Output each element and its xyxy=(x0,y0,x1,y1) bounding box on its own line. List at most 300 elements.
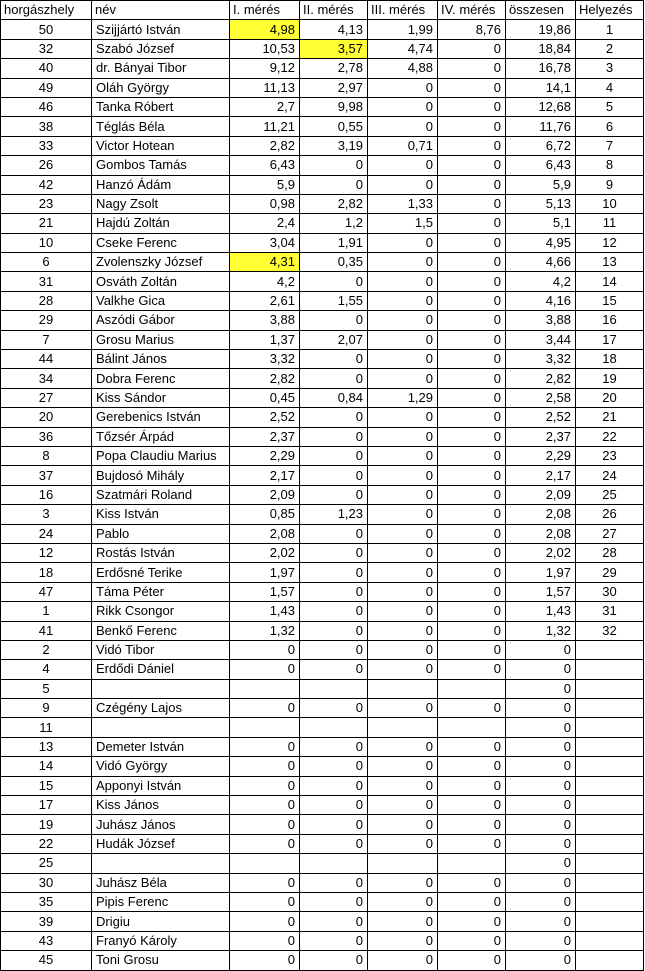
cell-name: Hajdú Zoltán xyxy=(92,214,230,233)
cell-measure-3: 1,99 xyxy=(368,20,438,39)
cell-measure-2: 0 xyxy=(300,757,368,776)
cell-measure-4: 0 xyxy=(438,78,506,97)
cell-measure-3: 4,74 xyxy=(368,39,438,58)
cell-measure-2: 0 xyxy=(300,602,368,621)
cell-measure-1: 0 xyxy=(230,912,300,931)
table-row xyxy=(1,466,644,485)
cell-name: Aszódi Gábor xyxy=(92,311,230,330)
cell-spot: 4 xyxy=(1,660,92,679)
cell-measure-2: 1,91 xyxy=(300,233,368,252)
cell-place: 25 xyxy=(576,485,644,504)
cell-name: Pipis Ferenc xyxy=(92,892,230,911)
cell-name: Bujdosó Mihály xyxy=(92,466,230,485)
cell-place: 28 xyxy=(576,543,644,562)
cell-place xyxy=(576,699,644,718)
table-row xyxy=(1,350,644,369)
cell-spot: 45 xyxy=(1,951,92,970)
header-measure-1: I. mérés xyxy=(230,1,300,20)
cell-spot: 49 xyxy=(1,78,92,97)
cell-total: 0 xyxy=(506,931,576,950)
cell-spot: 18 xyxy=(1,563,92,582)
cell-name: Szatmári Roland xyxy=(92,485,230,504)
cell-measure-1: 11,21 xyxy=(230,117,300,136)
cell-measure-1: 4,31 xyxy=(230,253,300,272)
cell-measure-2: 0 xyxy=(300,175,368,194)
cell-total: 0 xyxy=(506,737,576,756)
cell-measure-3: 0 xyxy=(368,873,438,892)
cell-place xyxy=(576,873,644,892)
cell-spot: 40 xyxy=(1,59,92,78)
cell-measure-3: 0 xyxy=(368,776,438,795)
cell-spot: 13 xyxy=(1,737,92,756)
cell-measure-2: 3,57 xyxy=(300,39,368,58)
cell-place: 20 xyxy=(576,388,644,407)
cell-measure-4: 0 xyxy=(438,505,506,524)
cell-measure-4: 0 xyxy=(438,446,506,465)
cell-measure-4: 0 xyxy=(438,175,506,194)
table-row xyxy=(1,408,644,427)
table-row xyxy=(1,233,644,252)
cell-place: 3 xyxy=(576,59,644,78)
cell-measure-1: 0 xyxy=(230,699,300,718)
cell-total: 4,95 xyxy=(506,233,576,252)
cell-measure-4: 0 xyxy=(438,156,506,175)
cell-measure-3: 0 xyxy=(368,350,438,369)
cell-spot: 24 xyxy=(1,524,92,543)
table-row xyxy=(1,330,644,349)
cell-measure-2: 0 xyxy=(300,699,368,718)
cell-spot: 19 xyxy=(1,815,92,834)
cell-name: Oláh György xyxy=(92,78,230,97)
cell-measure-1: 1,97 xyxy=(230,563,300,582)
cell-total: 0 xyxy=(506,699,576,718)
cell-measure-4: 0 xyxy=(438,873,506,892)
cell-spot: 9 xyxy=(1,699,92,718)
table-row xyxy=(1,485,644,504)
cell-name: Gerebenics István xyxy=(92,408,230,427)
cell-measure-4: 0 xyxy=(438,194,506,213)
cell-place: 1 xyxy=(576,20,644,39)
cell-spot: 1 xyxy=(1,602,92,621)
cell-place xyxy=(576,931,644,950)
cell-measure-4: 0 xyxy=(438,39,506,58)
cell-measure-3: 0 xyxy=(368,408,438,427)
cell-spot: 10 xyxy=(1,233,92,252)
cell-measure-2: 0 xyxy=(300,524,368,543)
cell-measure-1: 3,04 xyxy=(230,233,300,252)
cell-total: 14,1 xyxy=(506,78,576,97)
cell-place xyxy=(576,640,644,659)
cell-measure-1: 10,53 xyxy=(230,39,300,58)
cell-measure-4: 0 xyxy=(438,776,506,795)
cell-measure-1: 0 xyxy=(230,737,300,756)
cell-total: 16,78 xyxy=(506,59,576,78)
cell-measure-2: 0,35 xyxy=(300,253,368,272)
cell-place xyxy=(576,815,644,834)
cell-place: 15 xyxy=(576,291,644,310)
cell-total: 3,32 xyxy=(506,350,576,369)
cell-measure-4: 0 xyxy=(438,543,506,562)
cell-measure-3: 0 xyxy=(368,582,438,601)
table-row xyxy=(1,699,644,718)
cell-name: Czégény Lajos xyxy=(92,699,230,718)
cell-measure-4: 0 xyxy=(438,311,506,330)
table-row xyxy=(1,796,644,815)
cell-measure-2: 0 xyxy=(300,408,368,427)
cell-measure-1: 2,82 xyxy=(230,136,300,155)
cell-measure-1: 0 xyxy=(230,815,300,834)
cell-spot: 31 xyxy=(1,272,92,291)
cell-measure-1: 1,32 xyxy=(230,621,300,640)
cell-name: Rostás István xyxy=(92,543,230,562)
table-row xyxy=(1,931,644,950)
cell-measure-3: 0 xyxy=(368,369,438,388)
cell-name: Benkő Ferenc xyxy=(92,621,230,640)
cell-place: 14 xyxy=(576,272,644,291)
cell-place: 29 xyxy=(576,563,644,582)
cell-spot: 21 xyxy=(1,214,92,233)
header-place: Helyezés xyxy=(576,1,644,20)
table-row xyxy=(1,543,644,562)
table-row xyxy=(1,311,644,330)
cell-measure-2: 0,55 xyxy=(300,117,368,136)
table-row xyxy=(1,272,644,291)
cell-measure-1: 1,57 xyxy=(230,582,300,601)
cell-measure-1: 3,88 xyxy=(230,311,300,330)
cell-place: 9 xyxy=(576,175,644,194)
cell-spot: 27 xyxy=(1,388,92,407)
cell-measure-1: 6,43 xyxy=(230,156,300,175)
table-row xyxy=(1,117,644,136)
cell-measure-2: 1,55 xyxy=(300,291,368,310)
cell-total: 2,58 xyxy=(506,388,576,407)
table-row xyxy=(1,621,644,640)
cell-measure-1: 2,37 xyxy=(230,427,300,446)
cell-spot: 11 xyxy=(1,718,92,737)
cell-total: 4,2 xyxy=(506,272,576,291)
cell-spot: 14 xyxy=(1,757,92,776)
cell-spot: 3 xyxy=(1,505,92,524)
cell-place xyxy=(576,912,644,931)
cell-measure-2: 3,19 xyxy=(300,136,368,155)
cell-measure-4: 0 xyxy=(438,931,506,950)
cell-measure-1: 0 xyxy=(230,796,300,815)
cell-measure-3: 0 xyxy=(368,524,438,543)
cell-spot: 12 xyxy=(1,543,92,562)
cell-name: Erdődi Dániel xyxy=(92,660,230,679)
cell-spot: 17 xyxy=(1,796,92,815)
cell-measure-1: 2,61 xyxy=(230,291,300,310)
cell-measure-1: 2,4 xyxy=(230,214,300,233)
cell-place: 17 xyxy=(576,330,644,349)
cell-measure-3: 0 xyxy=(368,330,438,349)
cell-name: Kiss Sándor xyxy=(92,388,230,407)
table-row xyxy=(1,388,644,407)
cell-measure-1: 4,2 xyxy=(230,272,300,291)
cell-measure-3: 0 xyxy=(368,951,438,970)
cell-place xyxy=(576,679,644,698)
cell-measure-1: 2,02 xyxy=(230,543,300,562)
cell-measure-3: 0 xyxy=(368,640,438,659)
cell-spot: 43 xyxy=(1,931,92,950)
cell-measure-4: 0 xyxy=(438,214,506,233)
table-row xyxy=(1,20,644,39)
cell-name: Szabó József xyxy=(92,39,230,58)
cell-measure-2 xyxy=(300,854,368,873)
cell-name: dr. Bányai Tibor xyxy=(92,59,230,78)
cell-spot: 23 xyxy=(1,194,92,213)
cell-name: Victor Hotean xyxy=(92,136,230,155)
cell-name: Drigiu xyxy=(92,912,230,931)
cell-total: 2,17 xyxy=(506,466,576,485)
cell-measure-1: 0 xyxy=(230,931,300,950)
cell-measure-4: 0 xyxy=(438,892,506,911)
cell-measure-4 xyxy=(438,679,506,698)
table-row xyxy=(1,776,644,795)
cell-measure-1: 2,7 xyxy=(230,97,300,116)
cell-measure-4: 0 xyxy=(438,699,506,718)
cell-spot: 42 xyxy=(1,175,92,194)
cell-measure-1: 2,29 xyxy=(230,446,300,465)
table-row xyxy=(1,427,644,446)
cell-measure-4 xyxy=(438,718,506,737)
cell-name: Toni Grosu xyxy=(92,951,230,970)
cell-measure-3: 0 xyxy=(368,485,438,504)
cell-measure-4: 0 xyxy=(438,388,506,407)
cell-measure-3 xyxy=(368,679,438,698)
table-row xyxy=(1,737,644,756)
cell-measure-3: 0 xyxy=(368,834,438,853)
cell-name: Zvolenszky József xyxy=(92,253,230,272)
cell-place: 22 xyxy=(576,427,644,446)
cell-place xyxy=(576,854,644,873)
cell-place: 2 xyxy=(576,39,644,58)
cell-total: 11,76 xyxy=(506,117,576,136)
table-row xyxy=(1,446,644,465)
table-row xyxy=(1,78,644,97)
cell-spot: 25 xyxy=(1,854,92,873)
cell-measure-1 xyxy=(230,679,300,698)
cell-measure-3: 0 xyxy=(368,427,438,446)
cell-spot: 32 xyxy=(1,39,92,58)
cell-measure-1: 0 xyxy=(230,892,300,911)
cell-measure-2: 0 xyxy=(300,369,368,388)
cell-measure-4: 8,76 xyxy=(438,20,506,39)
cell-measure-2: 1,23 xyxy=(300,505,368,524)
cell-total: 0 xyxy=(506,796,576,815)
cell-spot: 33 xyxy=(1,136,92,155)
cell-place: 23 xyxy=(576,446,644,465)
cell-place: 4 xyxy=(576,78,644,97)
cell-total: 4,16 xyxy=(506,291,576,310)
cell-total: 0 xyxy=(506,776,576,795)
cell-measure-3: 1,33 xyxy=(368,194,438,213)
cell-total: 2,29 xyxy=(506,446,576,465)
cell-total: 0 xyxy=(506,912,576,931)
cell-measure-3: 0 xyxy=(368,175,438,194)
cell-measure-3: 0 xyxy=(368,815,438,834)
cell-place: 12 xyxy=(576,233,644,252)
cell-measure-3: 0 xyxy=(368,543,438,562)
cell-name: Cseke Ferenc xyxy=(92,233,230,252)
cell-place: 21 xyxy=(576,408,644,427)
cell-measure-2: 0 xyxy=(300,892,368,911)
cell-total: 18,84 xyxy=(506,39,576,58)
cell-measure-4: 0 xyxy=(438,272,506,291)
cell-measure-3: 1,29 xyxy=(368,388,438,407)
table-row xyxy=(1,214,644,233)
cell-place: 10 xyxy=(576,194,644,213)
cell-name: Popa Claudiu Marius xyxy=(92,446,230,465)
cell-measure-2: 0 xyxy=(300,543,368,562)
cell-measure-2: 0 xyxy=(300,931,368,950)
cell-total: 1,32 xyxy=(506,621,576,640)
cell-spot: 20 xyxy=(1,408,92,427)
cell-spot: 5 xyxy=(1,679,92,698)
cell-measure-1: 1,37 xyxy=(230,330,300,349)
cell-measure-2: 0 xyxy=(300,582,368,601)
cell-name: Erdősné Terike xyxy=(92,563,230,582)
cell-spot: 44 xyxy=(1,350,92,369)
table-row xyxy=(1,873,644,892)
cell-measure-4: 0 xyxy=(438,427,506,446)
table-row xyxy=(1,175,644,194)
cell-measure-2: 0 xyxy=(300,873,368,892)
cell-spot: 46 xyxy=(1,97,92,116)
cell-measure-4: 0 xyxy=(438,621,506,640)
cell-measure-3: 0 xyxy=(368,621,438,640)
cell-total: 2,09 xyxy=(506,485,576,504)
cell-spot: 47 xyxy=(1,582,92,601)
cell-measure-2: 0 xyxy=(300,815,368,834)
cell-name: Juhász Béla xyxy=(92,873,230,892)
table-row xyxy=(1,815,644,834)
cell-spot: 22 xyxy=(1,834,92,853)
cell-measure-3: 0 xyxy=(368,291,438,310)
cell-measure-2: 9,98 xyxy=(300,97,368,116)
cell-measure-4: 0 xyxy=(438,815,506,834)
cell-name: Táma Péter xyxy=(92,582,230,601)
cell-measure-3: 0 xyxy=(368,253,438,272)
cell-measure-2 xyxy=(300,718,368,737)
cell-measure-1: 0,98 xyxy=(230,194,300,213)
cell-spot: 2 xyxy=(1,640,92,659)
cell-measure-4: 0 xyxy=(438,563,506,582)
cell-measure-3: 0 xyxy=(368,912,438,931)
cell-total: 1,57 xyxy=(506,582,576,601)
table-row xyxy=(1,660,644,679)
cell-place xyxy=(576,737,644,756)
cell-measure-4: 0 xyxy=(438,737,506,756)
cell-measure-1: 2,08 xyxy=(230,524,300,543)
cell-total: 3,88 xyxy=(506,311,576,330)
cell-spot: 7 xyxy=(1,330,92,349)
table-row xyxy=(1,59,644,78)
cell-total: 3,44 xyxy=(506,330,576,349)
cell-measure-4: 0 xyxy=(438,796,506,815)
table-row xyxy=(1,97,644,116)
cell-measure-3: 0 xyxy=(368,699,438,718)
cell-total: 19,86 xyxy=(506,20,576,39)
table-row xyxy=(1,253,644,272)
cell-total: 2,02 xyxy=(506,543,576,562)
cell-measure-2: 0 xyxy=(300,466,368,485)
cell-place: 16 xyxy=(576,311,644,330)
cell-measure-2: 0,84 xyxy=(300,388,368,407)
header-row xyxy=(1,1,644,20)
cell-total: 0 xyxy=(506,892,576,911)
cell-measure-1: 0 xyxy=(230,660,300,679)
cell-total: 0 xyxy=(506,640,576,659)
cell-measure-2: 0 xyxy=(300,272,368,291)
cell-measure-2: 0 xyxy=(300,912,368,931)
cell-measure-2: 0 xyxy=(300,640,368,659)
cell-name: Gombos Tamás xyxy=(92,156,230,175)
cell-name: Kiss István xyxy=(92,505,230,524)
header-measure-2: II. mérés xyxy=(300,1,368,20)
cell-spot: 41 xyxy=(1,621,92,640)
cell-total: 0 xyxy=(506,660,576,679)
cell-place: 11 xyxy=(576,214,644,233)
cell-name xyxy=(92,718,230,737)
cell-measure-2: 2,82 xyxy=(300,194,368,213)
cell-place xyxy=(576,951,644,970)
cell-name: Kiss János xyxy=(92,796,230,815)
cell-spot: 16 xyxy=(1,485,92,504)
cell-place xyxy=(576,718,644,737)
cell-place: 30 xyxy=(576,582,644,601)
cell-measure-2: 0 xyxy=(300,311,368,330)
cell-name: Nagy Zsolt xyxy=(92,194,230,213)
cell-total: 6,43 xyxy=(506,156,576,175)
cell-name: Pablo xyxy=(92,524,230,543)
table-row xyxy=(1,505,644,524)
cell-measure-4: 0 xyxy=(438,912,506,931)
cell-place: 8 xyxy=(576,156,644,175)
cell-measure-2: 2,78 xyxy=(300,59,368,78)
table-row xyxy=(1,136,644,155)
cell-spot: 36 xyxy=(1,427,92,446)
cell-total: 2,37 xyxy=(506,427,576,446)
cell-measure-2: 0 xyxy=(300,446,368,465)
header-spot: horgászhely xyxy=(1,1,92,20)
cell-measure-2: 0 xyxy=(300,951,368,970)
header-measure-3: III. mérés xyxy=(368,1,438,20)
cell-measure-4: 0 xyxy=(438,834,506,853)
table-row xyxy=(1,679,644,698)
cell-total: 6,72 xyxy=(506,136,576,155)
cell-measure-2: 0 xyxy=(300,485,368,504)
cell-total: 0 xyxy=(506,718,576,737)
cell-measure-4 xyxy=(438,854,506,873)
cell-measure-2: 0 xyxy=(300,350,368,369)
cell-measure-1: 0 xyxy=(230,757,300,776)
cell-place: 5 xyxy=(576,97,644,116)
cell-place xyxy=(576,796,644,815)
table-row xyxy=(1,39,644,58)
cell-measure-1: 2,17 xyxy=(230,466,300,485)
cell-measure-4: 0 xyxy=(438,59,506,78)
cell-name: Bálint János xyxy=(92,350,230,369)
cell-total: 5,9 xyxy=(506,175,576,194)
cell-measure-1: 0 xyxy=(230,834,300,853)
cell-place: 31 xyxy=(576,602,644,621)
cell-measure-3: 0 xyxy=(368,505,438,524)
table-row xyxy=(1,854,644,873)
cell-measure-1: 2,82 xyxy=(230,369,300,388)
cell-total: 2,08 xyxy=(506,524,576,543)
cell-measure-4: 0 xyxy=(438,253,506,272)
